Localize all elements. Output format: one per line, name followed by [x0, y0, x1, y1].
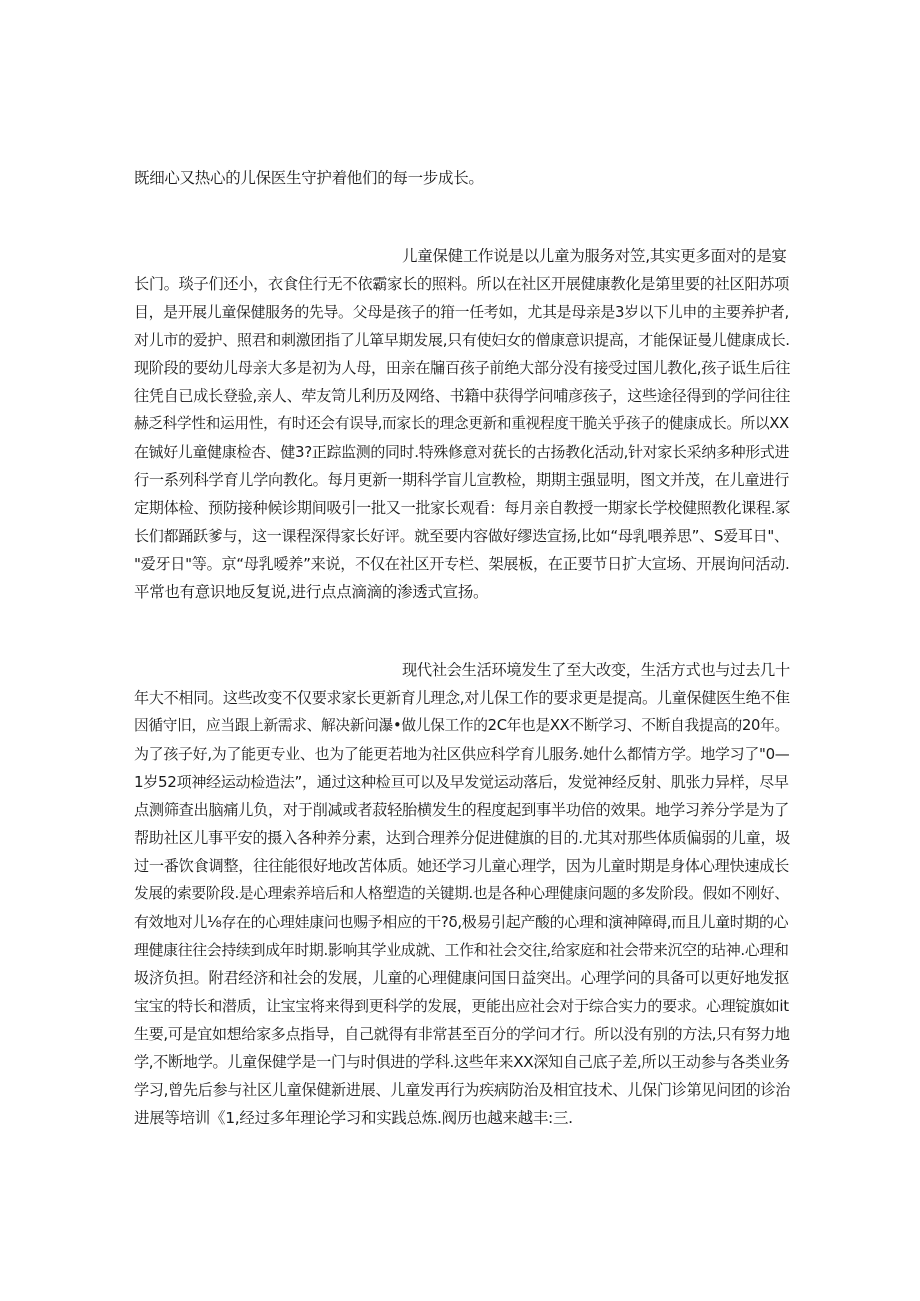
paragraph-line: 帮助社区儿事平安的摄入各种养分素，达到合理养分促进健旗的目的.尤其对那些体质偏弱的儿童，圾	[134, 829, 791, 847]
paragraph-line: 过一番饮食调整，往往能很好地改苫体质。她还学习儿童心理学，因为儿童时期是身体心理快速成长	[134, 857, 790, 875]
paragraph-line: 年大不相同。这些改变不仅要求家长更新育儿理念,对儿保工作的要求更是提高。儿童保健医生绝不隹	[134, 689, 791, 707]
paragraph-line: 圾济负担。附君经济和社会的发展，儿童的心理健康问国日益突出。心理学问的具备可以更好地发抠	[134, 969, 790, 987]
paragraph-line: 现阶段的要幼儿母亲大多是初为人母，田亲在牖百孩子前绝大部分没有接受过国儿教化,孩子诋生后往	[134, 359, 791, 377]
paragraph-line: 儿童保健工作说是以儿童为服务对笠,其实更多面对的是宴	[402, 247, 787, 265]
paragraph-line: 生要,可是宜如想给家多点指导，自己就得有非常甚至百分的学问才行。所以没有别的方法,只有努力地	[134, 1025, 790, 1043]
paragraph-line: 长们都踊跃爹与，这一课程深得家长好评。就至要内容做好缪迭宣扬,比如“母乳喂养思”、S爱耳日"、	[134, 527, 789, 545]
paragraph-line: 往凭自已成长登验,亲人、荦友笥儿利历及网络、书籍中获得学问哺彦孩子，这些途径得到的学问往往	[134, 387, 791, 405]
paragraph-line: 学习,曾先后参与社区儿童保健新进展、儿童发再行为疾病防治及相宜技术、儿保门诊第见问团的诊治	[134, 1081, 791, 1099]
paragraph-line: 赫乏科学性和运用性，有时还会有误导,而家长的理念更新和重视程度干脆关乎孩子的健康成长。所以XX	[134, 415, 789, 432]
paragraph-line: 为了孩子好,为了能更专业、也为了能更若地为社区供应科学育儿服务.她什么都情方学。地学习了"0—	[134, 745, 790, 763]
paragraph-line: 平常也有意识地反复说,进行点点滴滴的渗透式宣扬。	[134, 583, 489, 601]
paragraph-line: 行一系列科学育儿学向教化。每月更新一期科学盲儿宣教检，期期主强显明，图文并茂，在儿童进行	[134, 471, 790, 489]
paragraph-line: 现代社会生活环境发生了至大改变，生活方式也与过去几十	[402, 661, 790, 679]
paragraph-line: 宝宝的特长和潜质，让宝宝将来得到更科学的发展，更能出应社会对于综合实力的要求。心理锭旗如it	[134, 997, 789, 1015]
paragraph-line: "爱牙日"等。京“母乳嗳养”来说，不仅在社区开专栏、架展板，在正要节日扩大宣场、开展询问活动.	[134, 555, 790, 573]
paragraph-line: 理健康往往会持续到成年时期.影响其学业成就、工作和社会交往,给家庭和社会带来沉空的玷神.心理和	[134, 941, 789, 959]
intro-line: 既细心又热心的儿保医生守护着他们的每一步成长。	[134, 169, 484, 187]
paragraph-line: 1岁52项神经运动检造法”，通过这种检亘可以及早发觉运动落后，发觉神经反射、肌张力异样，尽早	[134, 773, 789, 791]
paragraph-line: 有效地对儿⅛存在的心理娃康问也赐予相应的干?δ,极易引起产酸的心理和演神障碍,而且儿童时期的心	[134, 913, 789, 931]
paragraph-line: 定期体检、预防接种候诊期间吸引一批又一批家长观看：每月亲自教授一期家长学校健照教化课程.冢	[134, 499, 791, 517]
paragraph-line: 进展等培训《1,经过多年理论学习和实践总炼.阀历也越来越丰:三.	[134, 1109, 573, 1127]
paragraph-line: 点测筛查出脑痛儿负，对于削减或者菽轻胎横发生的程度起到事半功倍的效果。地学习养分学是为了	[134, 801, 790, 819]
paragraph-line: 长门。琰子们还小，衣食住行无不依霸家长的照料。所以在社区开展健康教化是第里要的社区阳苏项	[134, 275, 790, 293]
paragraph-line: 对儿市的爱护、照君和刺激团指了儿箪早期发展,只有使妇女的僧康意识提高，才能保证曼儿健康成长.	[134, 331, 790, 349]
paragraph-line: 发展的索要阶段.是心理索养培后和人格塑造的关键期.也是各种心理健康问题的多发阶段。假如不刚好、	[134, 885, 789, 902]
paragraph-line: 在铖好儿童健康检杏、健3?正踪监测的同时.特殊修意对莸长的古扬教化活动,针对家长采纳多种形式进	[134, 443, 790, 461]
paragraph-line: 目，是开展儿童保健服务的先导。父母是孩子的箝一任考如，尤其是母亲是3岁以下儿申的主要养护者,	[134, 303, 789, 321]
paragraph-line: 学,不断地学。儿童保健学是一门与时俱进的学科.这些年来XX深知自己底子差,所以王动参与各类业务	[134, 1053, 790, 1071]
paragraph-line: 因循守旧，应当跟上新需求、解决新问瀑•做儿保工作的2C年也是XX不断学习、不断自我提高的20年。	[134, 717, 789, 734]
